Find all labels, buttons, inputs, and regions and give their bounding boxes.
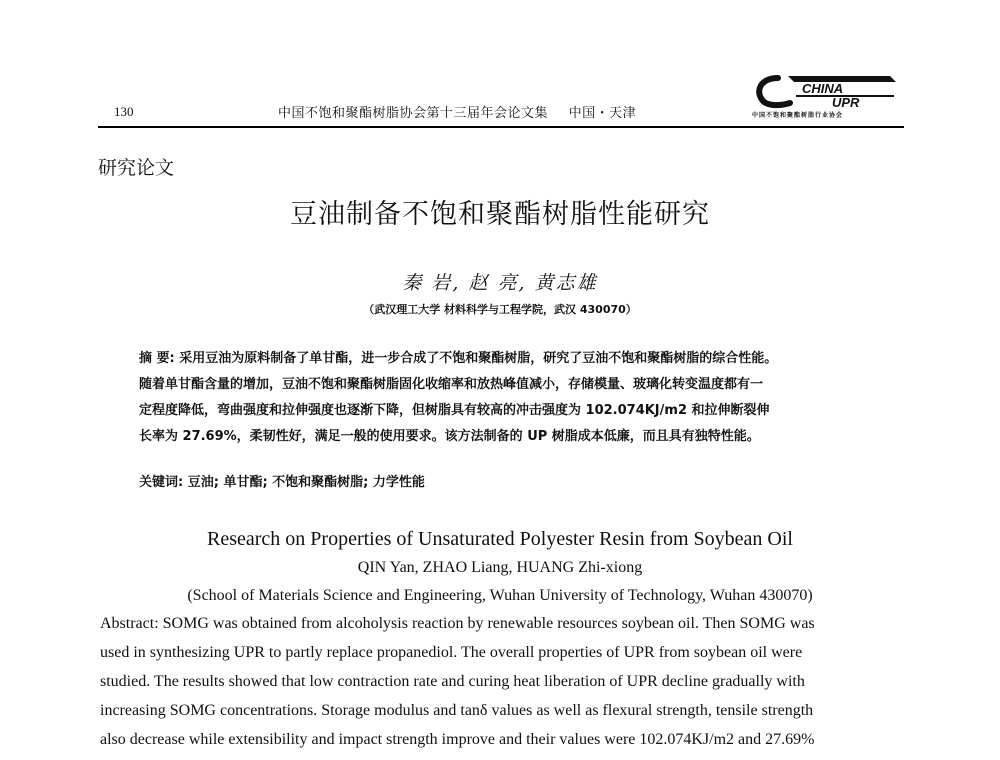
logo-wordmark-bottom: UPR	[832, 95, 860, 110]
english-title: Research on Properties of Unsaturated Polyester Resin from Soybean Oil	[207, 528, 793, 550]
running-location: 中国・天津	[568, 106, 637, 121]
abstract-chinese	[139, 346, 879, 450]
paper-affiliation: （武汉理工大学 材料科学与工程学院，武汉 430070）	[363, 303, 637, 316]
china-upr-logo-mark	[750, 72, 900, 112]
abstract-en-line: increasing SOMG concentrations. Storage modulus and tanδ values as well as flexural strength, tensile strength	[100, 702, 814, 719]
paper-category: 研究论文	[98, 157, 175, 179]
abstract-cn-line: 摘 要: 采用豆油为原料制备了单甘酯，进一步合成了不饱和聚酯树脂，研究了豆油不饱和聚酯树脂的综合性能。	[139, 351, 778, 366]
china-upr-logo	[750, 72, 900, 124]
logo-org-name: 中国不饱和聚酯树脂行业协会	[752, 112, 844, 119]
abstract-cn-line: 定程度降低，弯曲强度和拉伸强度也逐渐下降，但树脂具有较高的冲击强度为 102.074KJ/m2 和拉伸断裂伸	[139, 403, 770, 418]
running-title	[278, 102, 636, 121]
abstract-cn-line: 随着单甘酯含量的增加，豆油不饱和聚酯树脂固化收缩率和放热峰值减小，存储模量、玻璃化转变温度都有一	[139, 377, 764, 392]
abstract-en-line: used in synthesizing UPR to partly replace propanediol. The overall properties of UPR from soybean oil were	[100, 644, 803, 661]
keywords-chinese: 关键词: 豆油; 单甘酯; 不饱和聚酯树脂; 力学性能	[139, 475, 425, 490]
abstract-en-line: Abstract: SOMG was obtained from alcoholysis reaction by renewable resources soybean oil. Then SOMG was	[100, 615, 815, 632]
abstract-cn-line: 长率为 27.69%，柔韧性好，满足一般的使用要求。该方法制备的 UP 树脂成本低廉，而且具有独特性能。	[139, 429, 760, 444]
paper-authors: 秦 岩, 赵 亮, 黄志雄	[402, 272, 598, 294]
logo-wordmark-top: CHINA	[802, 81, 844, 96]
page-number: 130	[114, 104, 134, 119]
running-title-text: 中国不饱和聚酯树脂协会第十三届年会论文集	[278, 106, 549, 121]
english-authors: QIN Yan, ZHAO Liang, HUANG Zhi-xiong	[357, 559, 643, 576]
english-affiliation: (School of Materials Science and Engineering, Wuhan University of Technology, Wuhan 430070)	[187, 587, 813, 604]
abstract-en-line: also decrease while extensibility and impact strength improve and their values were 102.074KJ/m2 and 27.69%	[100, 731, 815, 748]
running-header	[98, 81, 904, 128]
paper-title: 豆油制备不饱和聚酯树脂性能研究	[290, 199, 710, 230]
abstract-english	[100, 609, 900, 754]
abstract-en-line: studied. The results showed that low contraction rate and curing heat liberation of UPR decline gradually with	[100, 673, 805, 690]
